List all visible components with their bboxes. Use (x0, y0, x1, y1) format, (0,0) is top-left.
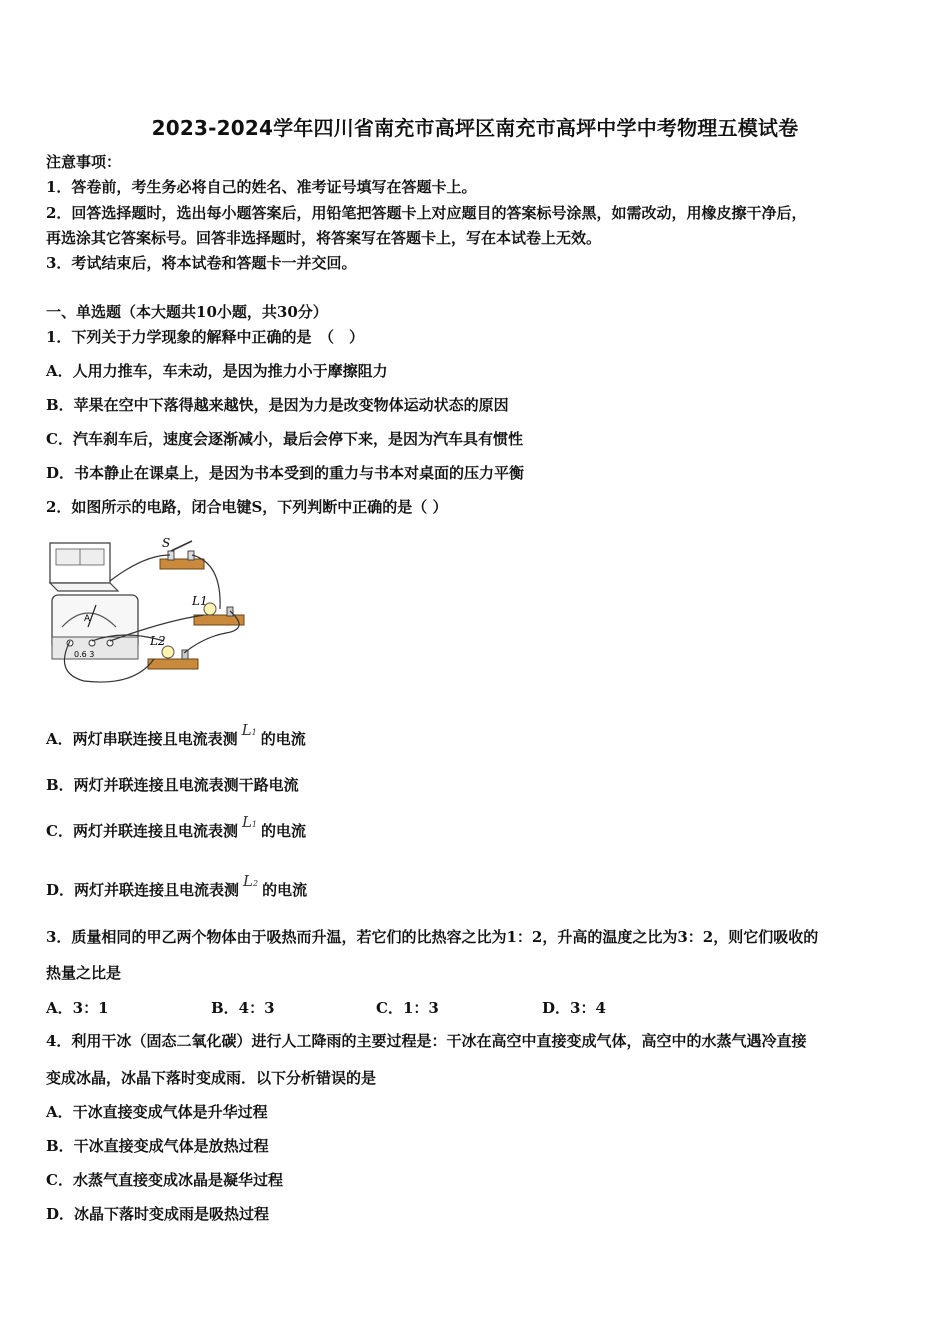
section-heading: 一、单选题（本大题共10小题，共30分） (46, 303, 328, 321)
page-title: 2023-2024学年四川省南充市高坪区南充市高坪中学中考物理五模试卷 (151, 116, 799, 140)
q4-option-a: A．干冰直接变成气体是升华过程 (46, 1103, 268, 1121)
q4-option-d: D．冰晶下落时变成雨是吸热过程 (46, 1205, 270, 1223)
l1-symbol: L1 (241, 813, 258, 831)
notice-item: 3．考试结束后，将本试卷和答题卡一并交回。 (46, 254, 357, 272)
q2-option-b (46, 774, 299, 795)
q4-option-b: B．干冰直接变成气体是放热过程 (46, 1137, 269, 1155)
notice-item: 1．答卷前，考生务必将自己的姓名、准考证号填写在答题卡上。 (46, 178, 477, 196)
q4-option-c: C．水蒸气直接变成冰晶是凝华过程 (46, 1171, 283, 1189)
q2-option-d-suffix: 的电流 (262, 881, 308, 899)
q1-option-b: B．苹果在空中下落得越来越快，是因为力是改变物体运动状态的原因 (46, 396, 509, 414)
switch-label: S (162, 536, 171, 550)
q3-stem: 3．质量相同的甲乙两个物体由于吸热而升温，若它们的比热容之比为1：2，升高的温度之比为3：2，则它们吸收的 (46, 928, 819, 946)
q2-option-b-text: B．两灯并联连接且电流表测干路电流 (46, 776, 299, 794)
notice-item: 再选涂其它答案标号。回答非选择题时，将答案写在答题卡上，写在本试卷上无效。 (46, 229, 602, 247)
q1-option-a: A．人用力推车，车未动，是因为推力小于摩擦阻力 (46, 362, 388, 380)
q1-option-d: D．书本静止在课桌上，是因为书本受到的重力与书本对桌面的压力平衡 (46, 464, 525, 482)
q3-option-d: D．3：4 (542, 999, 606, 1017)
meter-label: A (84, 614, 91, 624)
circuit-figure (44, 533, 254, 688)
q2-option-c-suffix: 的电流 (261, 822, 307, 840)
q2-option-d-text: D．两灯并联连接且电流表测 (46, 881, 240, 899)
q3-stem-cont: 热量之比是 (46, 964, 122, 982)
q2-option-a (46, 721, 306, 749)
notice-item: 2．回答选择题时，选出每小题答案后，用铅笔把答题卡上对应题目的答案标号涂黑，如需改动，用橡皮擦干净后， (46, 204, 807, 222)
lamp2-label: L2 (150, 634, 166, 648)
switch-icon (160, 536, 204, 569)
q3-option-b: B．4：3 (211, 999, 275, 1017)
lamp1-label: L1 (192, 594, 208, 608)
q2-stem: 2．如图所示的电路，闭合电键S，下列判断中正确的是（ ） (46, 498, 448, 516)
q2-option-c-text: C．两灯并联连接且电流表测 (46, 822, 238, 840)
q1-stem: 1．下列关于力学现象的解释中正确的是 （ ） (46, 328, 364, 346)
q2-option-d (46, 872, 308, 900)
q2-option-c (46, 813, 307, 841)
l1-symbol: L1 (241, 721, 257, 739)
notice-heading: 注意事项： (46, 153, 122, 171)
terminal-labels: 0.6 3 (74, 650, 95, 659)
q1-option-c: C．汽车刹车后，速度会逐渐减小，最后会停下来，是因为汽车具有惯性 (46, 430, 523, 448)
q4-stem-cont: 变成冰晶，冰晶下落时变成雨．以下分析错误的是 (46, 1069, 377, 1087)
lamp1-icon (191, 594, 244, 625)
q2-option-a-suffix: 的电流 (260, 730, 306, 748)
l2-symbol: L2 (243, 872, 259, 890)
q4-stem: 4．利用干冰（固态二氧化碳）进行人工降雨的主要过程是：干冰在高空中直接变成气体，高空中的水蒸气遇冷直接 (46, 1032, 807, 1050)
q3-option-a: A．3：1 (46, 999, 109, 1017)
ammeter-icon (50, 543, 138, 659)
q2-option-a-text: A．两灯串联连接且电流表测 (46, 730, 238, 748)
q3-option-c: C．1：3 (376, 999, 439, 1017)
